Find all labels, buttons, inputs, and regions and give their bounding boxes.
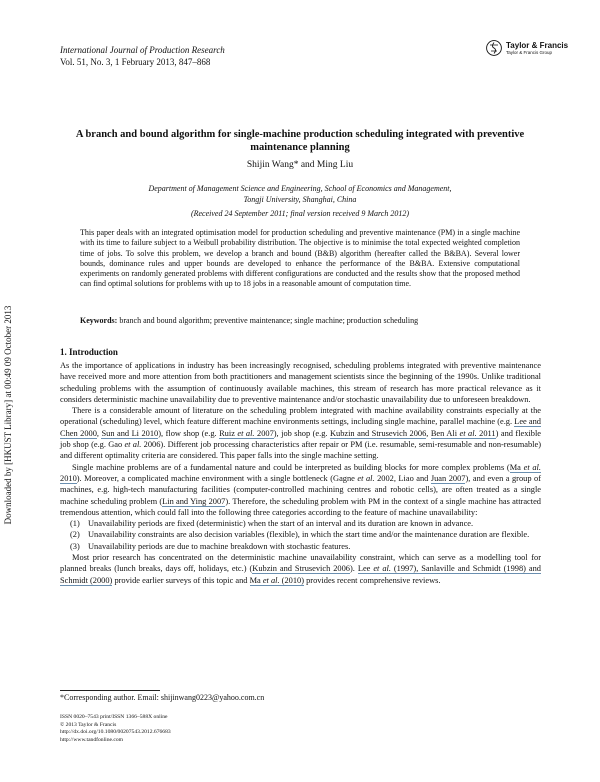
publisher-group: Taylor & Francis Group <box>506 49 553 55</box>
affiliation-line-1: Department of Management Science and Engineering, School of Economics and Management, <box>148 184 452 193</box>
paragraph-1: As the importance of applications in industry has been increasingly recognised, scheduling problems integrated with preventive maintenance have received more and more attention from both practitioners and management scientists since the beginning of the 1990s. Unlike traditional scheduling problems with the assumption of continuously available machines, this stream of research has more practical relevance as it considers deterministic machine unavailability due to preventive maintenance and/or stochastic unavailability due to unforeseen breakdown. <box>60 361 541 404</box>
citation-link[interactable]: Ma et al. (2010) <box>249 575 304 585</box>
section-heading-introduction: 1. Introduction <box>60 347 118 357</box>
affiliation <box>60 183 540 205</box>
publication-footer <box>60 714 171 744</box>
citation-link[interactable]: Lin and Ying 2007 <box>162 496 226 506</box>
citation-link[interactable]: Ben Ali et al. 2011 <box>430 428 496 438</box>
citation-link[interactable]: Ruiz et al. 2007 <box>219 428 274 438</box>
download-sidebar <box>0 270 16 560</box>
keywords-list: branch and bound algorithm; preventive maintenance; single machine; production scheduling <box>119 316 419 325</box>
unavailability-categories-list <box>60 518 541 552</box>
paragraph-3: Single machine problems are of a fundamental nature and could be interpreted as building blocks for more complex problems (Ma et al. 2010). Moreover, a complicated machine environment with a single bottleneck (Gagne et al. 2002, Liao and Juan 2007), and even a group of machines, e.g. high-tech manufacturing facilities (computer-controlled machining centres and robotic cells), are often treated as a single machine scheduling problem (Lin and Ying 2007). Therefore, the scheduling problem with PM in the context of a single machine has attracted tremendous attention, which could fall into the following three categories according to the feature of machine unavailability: <box>60 462 541 517</box>
issn-line: ISSN 0020–7543 print/ISSN 1366–588X online <box>60 714 168 720</box>
keywords <box>80 316 520 325</box>
citation-link[interactable]: Lee et al. (1997), Sanlaville and Schmidt (1998) and Schmidt (2000) <box>60 564 541 585</box>
list-item: (2) Unavailability constraints are also decision variables (flexible), in which the start time and/or the maintenance duration are flexible. <box>70 530 530 540</box>
copyright-line: © 2013 Taylor & Francis <box>60 721 117 728</box>
publisher-logo <box>486 40 568 56</box>
publisher-name: Taylor & Francis <box>506 40 569 50</box>
citation-link[interactable]: Sun and Li 2010 <box>101 428 159 438</box>
publisher-url-link[interactable]: http://www.tandfonline.com <box>60 736 124 743</box>
list-item: (3) Unavailability periods are due to machine breakdown with stochastic features. <box>70 541 351 551</box>
introduction-body <box>60 360 541 586</box>
journal-name: International Journal of Production Research <box>60 45 225 55</box>
paragraph-4: Most prior research has concentrated on the deterministic machine unavailability constraint, which can serve as a modelling tool for planned breaks (lunch breaks, days off, holidays, etc.) (Kubzin and Strusevich 2006). Lee et al. (1997), Sanlaville and Schmidt (1998) and Schmidt (2000) provide earlier surveys of this topic and Ma et al. (2010) provides recent comprehensive reviews. <box>60 553 541 585</box>
citation-link[interactable]: Kubzin and Strusevich 2006 <box>329 428 427 438</box>
volume-line: Vol. 51, No. 3, 1 February 2013, 847–868 <box>60 57 211 67</box>
received-dates: (Received 24 September 2011; final version received 9 March 2012) <box>190 209 410 218</box>
abstract: This paper deals with an integrated optimisation model for production scheduling and preventive maintenance (PM) in a single machine with its time to failure subject to a Weibull probability distribution. The objective is to minimise the total expected weighted completion time of jobs. To solve this problem, we develop a branch and bound (B&B) algorithm (hereafter called the B&BA). Several lower bounds, dominance rules and upper bounds are developed to enhance the performance of the B&BA. Extensive computational experiments on randomly generated problems with different configurations are conducted and the results show that the proposed method can find optimal solutions for problems with up to 18 jobs in a reasonable amount of computation time. <box>80 228 520 289</box>
article-authors: Shijin Wang* and Ming Liu <box>246 160 354 170</box>
affiliation-line-2: Tongji University, Shanghai, China <box>243 195 357 204</box>
publisher-logo-icon <box>486 40 502 56</box>
article-title: A branch and bound algorithm for single-machine production scheduling integrated with preventive maintenance planning <box>75 129 525 153</box>
doi-link[interactable]: http://dx.doi.org/10.1080/00207543.2012.676683 <box>60 729 171 735</box>
footnote-divider <box>60 690 160 691</box>
paragraph-2: There is a considerable amount of literature on the scheduling problem integrated with machine availability constraints especially at the operational (scheduling) level, which feature different machine environments settings, including single machine, parallel machine (e.g. Lee and Chen 2000, Sun and Li 2010), flow shop (e.g. Ruiz et al. 2007), job shop (e.g. Kubzin and Strusevich 2006, Ben Ali et al. 2011) and flexible job shop (e.g. Gao et al. 2006). Different job processing characteristics after repair or PM (i.e. resumable, semi-resumable and non-resumable) and different optimality criteria are considered. This paper falls into the single machine setting. <box>60 406 542 461</box>
download-note: Downloaded by [HKUST Library] at 00:49 09 October 2013 <box>3 305 13 525</box>
corresponding-author-footnote: *Corresponding author. Email: shijinwang0223@yahoo.com.cn <box>60 693 265 702</box>
keywords-label: Keywords: <box>80 316 118 325</box>
citation-link[interactable]: Kubzin and Strusevich 2006 <box>252 564 350 574</box>
citation-link[interactable]: Ma et al. 2010 <box>60 462 541 483</box>
citation-link[interactable]: Juan 2007 <box>430 473 466 483</box>
journal-header <box>60 44 225 68</box>
list-item: (1) Unavailability periods are fixed (deterministic) when the start of an interval and its duration are known in advance. <box>70 519 474 529</box>
citation-link[interactable]: Lee and Chen 2000 <box>60 417 541 438</box>
